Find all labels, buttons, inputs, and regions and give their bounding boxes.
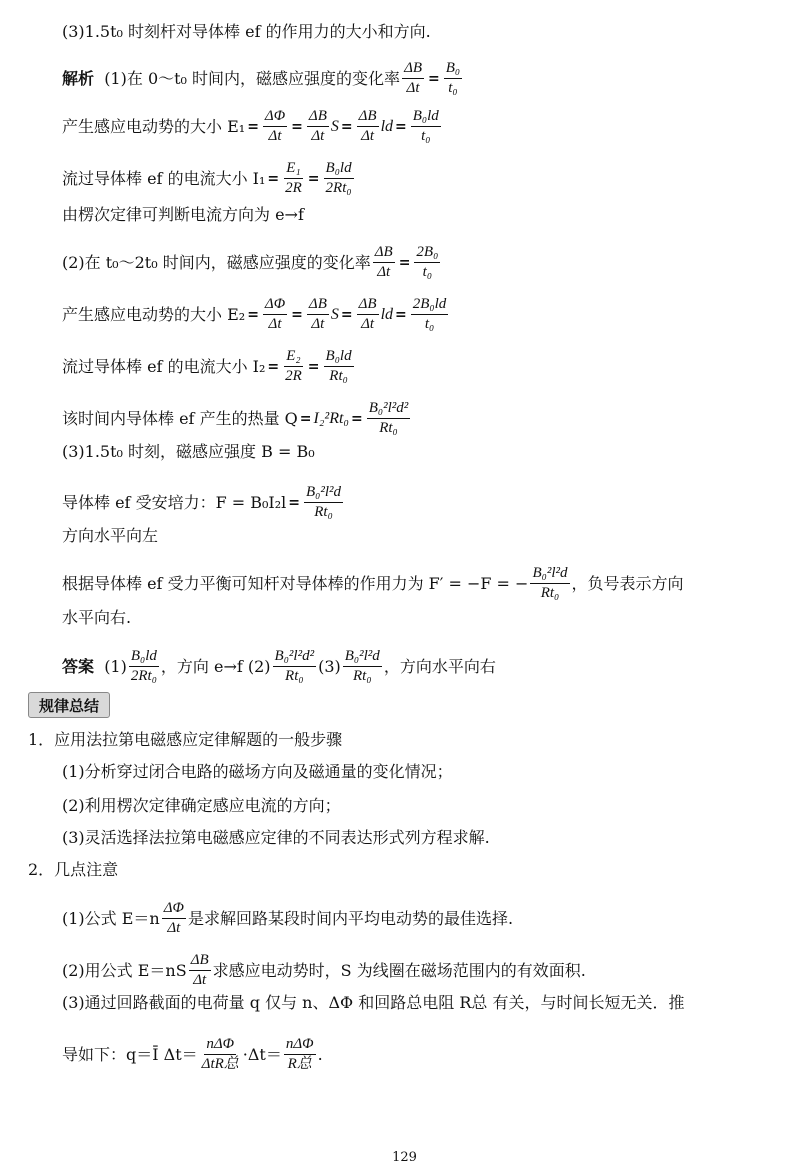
solution-line-10: 导体棒 ef 受安培力：F = B₀I₂l = $\frac{\text{B₀²l²d}}{\text{Rt₀}}$ <box>62 484 342 520</box>
fraction: $\frac{\Delta B}{\Delta t}$ <box>358 108 377 144</box>
fraction: $\frac{\text{B₀ld}}{\text{t₀}}$ <box>412 108 439 144</box>
fraction: $\frac{\text{B₀²l²d²}}{\text{Rt₀}}$ <box>274 648 315 684</box>
summary-item-2: 2．几点注意 <box>28 860 119 879</box>
fraction: $\frac{\Delta\Phi}{\Delta t}$ <box>264 296 286 332</box>
summary-badge: 规律总结 <box>28 692 110 718</box>
fraction: $\frac{\Delta B}{\Delta t}$ <box>404 60 423 96</box>
solution-line-5: (2)在 t₀～2t₀ 时间内，磁感应强度的变化率 $\frac{\Delta B}{\Delta t}$ = $\frac{\text{2B₀}}{\text{t₀}}$ <box>62 244 439 280</box>
fraction: $\frac{\text{B₀²l²d}}{\text{Rt₀}}$ <box>306 484 342 520</box>
fraction: $\frac{\Delta\Phi}{\Delta t}$ <box>163 900 184 936</box>
fraction: $\frac{\text{B₀ld}}{\text{Rt₀}}$ <box>325 348 352 384</box>
solution-line-12: 根据导体棒 ef 受力平衡可知杆对导体棒的作用力为 F′ = −F = − $\frac{\text{B₀²l²d}}{\text{Rt₀}}$ ，负号表示方向 <box>62 565 684 601</box>
fraction: $\frac{\Delta B}{\Delta t}$ <box>308 296 327 332</box>
solution-line-8: 该时间内导体棒 ef 产生的热量 Q = I₂²Rt₀ = $\frac{\text{B₀²l²d²}}{\text{Rt₀}}$ <box>62 400 409 436</box>
summary-item-1c: (3)灵活选择法拉第电磁感应定律的不同表达形式列方程求解. <box>62 828 490 847</box>
fraction: $\frac{\text{B₀²l²d}}{\text{Rt₀}}$ <box>532 565 568 601</box>
solution-label: 解析 <box>62 68 95 88</box>
answer-label: 答案 <box>62 656 95 676</box>
fraction: $\frac{\text{2B₀ld}}{\text{t₀}}$ <box>412 296 447 332</box>
summary-item-1b: (2)利用楞次定律确定感应电流的方向； <box>62 796 341 815</box>
fraction: $\frac{\text{B₀²l²d²}}{\text{Rt₀}}$ <box>368 400 409 436</box>
solution-line-9: (3)1.5t₀ 时刻，磁感应强度 B = B₀ <box>62 442 315 461</box>
fraction: $\frac{\text{nΔΦ}}{\text{R总}}$ <box>285 1036 314 1072</box>
summary-item-2c: (3)通过回路截面的电荷量 q 仅与 n、ΔΦ 和回路总电阻 R总 有关，与时间长短无关．推 <box>62 993 685 1012</box>
fraction: $\frac{\text{nΔΦ}}{\text{ΔtR总}}$ <box>201 1036 239 1072</box>
solution-line-2: 产生感应电动势的大小 E₁ = $\frac{\Delta\Phi}{\Delta t}$ = $\frac{\Delta B}{\Delta t}$ S = $\frac{\Delta B}{\Delta t}$ ld = $\frac{\text{B₀ld}}{\text{t₀}}$ <box>62 108 439 144</box>
solution-line-13: 水平向右. <box>62 608 132 627</box>
fraction: $\frac{\text{B₀ld}}{\text{2Rt₀}}$ <box>130 648 157 684</box>
solution-line-6: 产生感应电动势的大小 E₂ = $\frac{\Delta\Phi}{\Delta t}$ = $\frac{\Delta B}{\Delta t}$ S = $\frac{\Delta B}{\Delta t}$ ld = $\frac{\text{2B₀ld}}{\text{t₀}}$ <box>62 296 447 332</box>
fraction: $\frac{\text{B₀ld}}{\text{2Rt₀}}$ <box>325 160 352 196</box>
summary-item-1: 1．应用法拉第电磁感应定律解题的一般步骤 <box>28 730 343 749</box>
summary-item-2d: 导如下：q＝Ī Δt＝ $\frac{\text{nΔΦ}}{\text{ΔtR总}}$ ·Δt＝ $\frac{\text{nΔΦ}}{\text{R总}}$ . <box>62 1036 323 1072</box>
fraction: $\frac{\text{E₁}}{2R}$ <box>285 160 302 196</box>
solution-line-1: 解析 (1)在 0～t₀ 时间内，磁感应强度的变化率 $\frac{\Delta B}{\Delta t}$ = $\frac{\text{B₀}}{\text{t₀}}$ <box>62 60 461 96</box>
fraction: $\frac{\Delta B}{\Delta t}$ <box>308 108 327 144</box>
question-part-3: (3)1.5t₀ 时刻杆对导体棒 ef 的作用力的大小和方向. <box>62 22 431 41</box>
fraction: $\frac{\text{2B₀}}{\text{t₀}}$ <box>416 244 439 280</box>
fraction: $\frac{\text{B₀}}{\text{t₀}}$ <box>445 60 461 96</box>
fraction: $\frac{\text{E₂}}{2R}$ <box>285 348 302 384</box>
solution-line-4: 由楞次定律可判断电流方向为 e→f <box>62 205 304 224</box>
fraction: $\frac{\text{B₀²l²d}}{\text{Rt₀}}$ <box>344 648 380 684</box>
fraction: $\frac{\Delta\Phi}{\Delta t}$ <box>264 108 286 144</box>
summary-item-1a: (1)分析穿过闭合电路的磁场方向及磁通量的变化情况； <box>62 762 453 781</box>
page-number: 129 <box>392 1150 417 1165</box>
fraction: $\frac{\Delta B}{\Delta t}$ <box>358 296 377 332</box>
solution-line-7: 流过导体棒 ef 的电流大小 I₂ = $\frac{\text{E₂}}{2R}$ = $\frac{\text{B₀ld}}{\text{Rt₀}}$ <box>62 348 352 384</box>
fraction: $\frac{\Delta B}{\Delta t}$ <box>374 244 393 280</box>
solution-line-3: 流过导体棒 ef 的电流大小 I₁ = $\frac{\text{E₁}}{2R}$ = $\frac{\text{B₀ld}}{\text{2Rt₀}}$ <box>62 160 352 196</box>
solution-line-11: 方向水平向左 <box>62 526 159 545</box>
summary-item-2b: (2)用公式 E＝nS $\frac{\Delta B}{\Delta t}$ 求感应电动势时，S 为线圈在磁场范围内的有效面积. <box>62 952 586 988</box>
answer-line: 答案 (1) $\frac{\text{B₀ld}}{\text{2Rt₀}}$ ，方向 e→f (2) $\frac{\text{B₀²l²d²}}{\text{Rt₀}}$ (3) $\frac{\text{B₀²l²d}}{\text{Rt₀}}$ ，方向水平向右 <box>62 648 496 684</box>
summary-item-2a: (1)公式 E＝n $\frac{\Delta\Phi}{\Delta t}$ 是求解回路某段时间内平均电动势的最佳选择. <box>62 900 514 936</box>
fraction: $\frac{\Delta B}{\Delta t}$ <box>190 952 209 988</box>
